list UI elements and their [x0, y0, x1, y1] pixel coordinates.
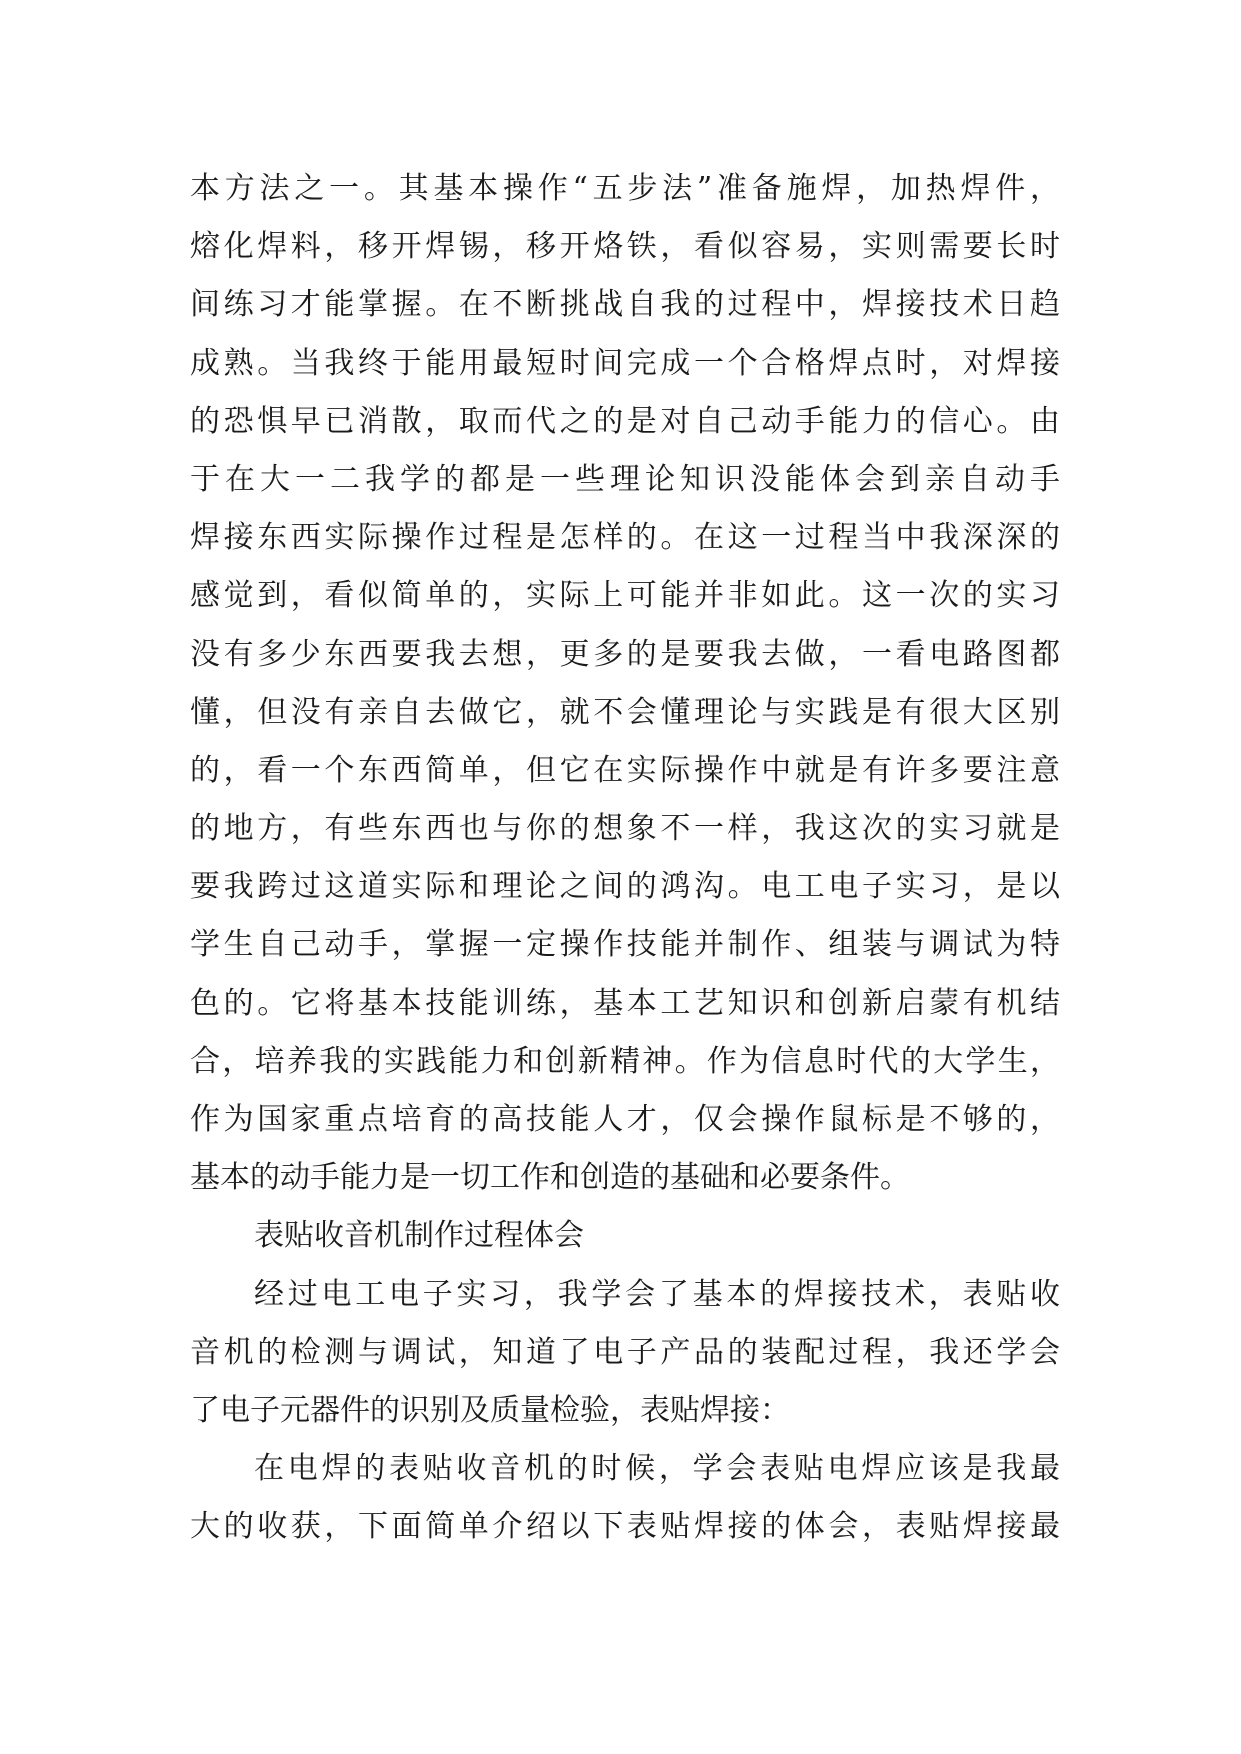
text-line: 作为国家重点培育的高技能人才，仅会操作鼠标是不够的，: [190, 1102, 1060, 1137]
text-line: 大的收获，下面简单介绍以下表贴焊接的体会，表贴焊接最: [190, 1509, 1060, 1545]
text-line: 音机的检测与调试，知道了电子产品的装配过程，我还学会: [190, 1334, 1060, 1370]
paragraph-first-line: 经过电工电子实习，我学会了基本的焊接技术，表贴收: [254, 1276, 1060, 1312]
text-line: 色的。它将基本技能训练，基本工艺知识和创新启蒙有机结: [190, 985, 1060, 1021]
text-line: 懂，但没有亲自去做它，就不会懂理论与实践是有很大区别: [190, 694, 1060, 730]
text-line: 熔化焊料，移开焊锡，移开烙铁，看似容易，实则需要长时: [190, 229, 1060, 265]
text-line: 焊接东西实际操作过程是怎样的。在这一过程当中我深深的: [190, 520, 1060, 556]
text-line: 没有多少东西要我去想，更多的是要我去做，一看电路图都: [190, 636, 1060, 672]
text-line: 的，看一个东西简单，但它在实际操作中就是有许多要注意: [190, 752, 1060, 788]
paragraph-last-line: 基本的动手能力是一切工作和创造的基础和必要条件。: [190, 1160, 910, 1196]
text-line: 于在大一二我学的都是一些理论知识没能体会到亲自动手: [190, 461, 1060, 497]
text-line: 学生自己动手，掌握一定操作技能并制作、组装与调试为特: [190, 927, 1060, 963]
text-line: 感觉到，看似简单的，实际上可能并非如此。这一次的实习: [190, 578, 1060, 614]
paragraph-last-line: 了电子元器件的识别及质量检验，表贴焊接：: [190, 1392, 790, 1428]
text-line: 要我跨过这道实际和理论之间的鸿沟。电工电子实习，是以: [190, 869, 1060, 905]
paragraph-first-line: 在电焊的表贴收音机的时候，学会表贴电焊应该是我最: [254, 1451, 1060, 1487]
text-line: 合，培养我的实践能力和创新精神。作为信息时代的大学生，: [190, 1043, 1060, 1079]
text-line: 成熟。当我终于能用最短时间完成一个合格焊点时，对焊接: [190, 345, 1060, 381]
text-line: 的恐惧早已消散，取而代之的是对自己动手能力的信心。由: [190, 403, 1060, 439]
section-heading: 表贴收音机制作过程体会: [254, 1218, 584, 1254]
text-line: 间练习才能掌握。在不断挑战自我的过程中，焊接技术日趋: [190, 287, 1060, 323]
text-line: 的地方，有些东西也与你的想象不一样，我这次的实习就是: [190, 811, 1060, 847]
text-line: 本方法之一。其基本操作“五步法”准备施焊，加热焊件，: [190, 171, 1060, 206]
body-text: [190, 160, 1060, 1557]
